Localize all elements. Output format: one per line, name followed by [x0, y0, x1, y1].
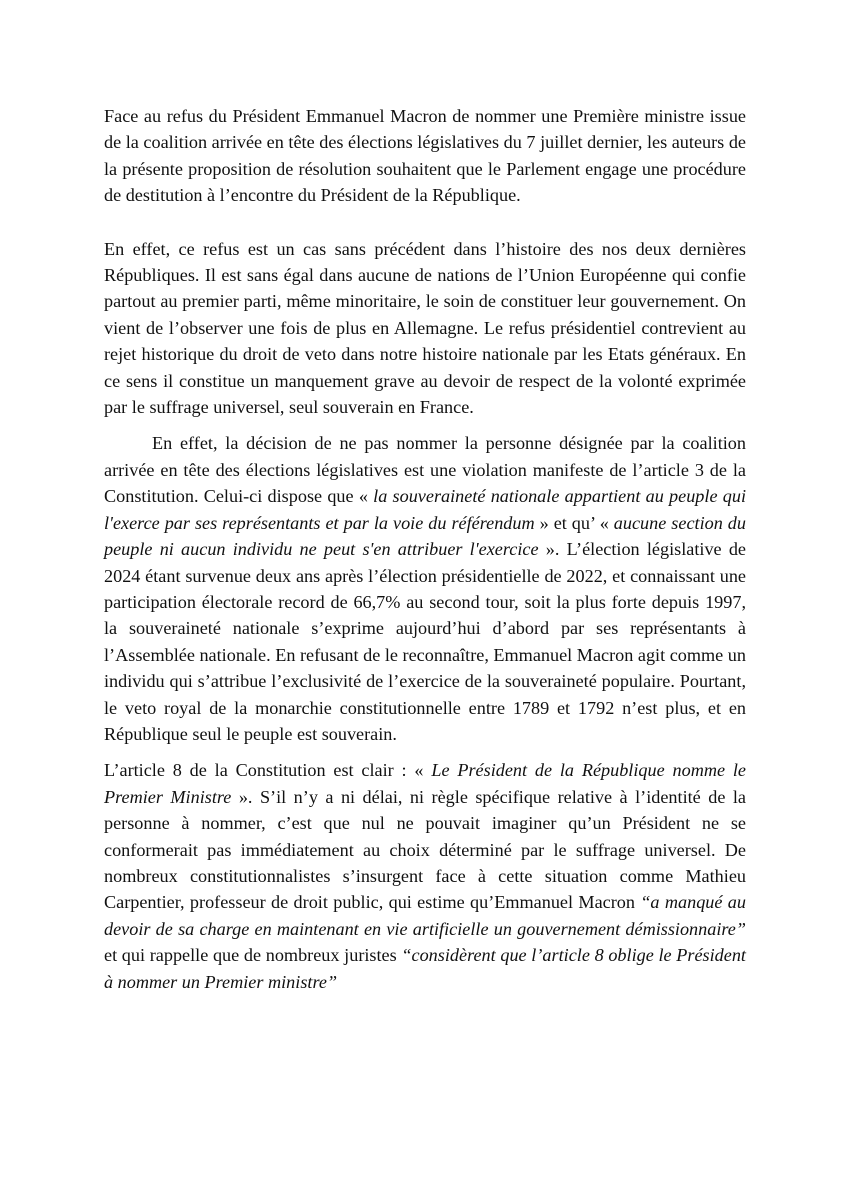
paragraph-3-segment-5: ». L’élection législative de 2024 étant survenue deux ans après l’élection présidentielle de 2022, et connaissant une participation électorale record de 66,7% au second tour, soit la plus forte depuis 1997, la souveraineté nationale s’exprime aujourd’hui d’abord par ses représentants à l’Assemblée nationale. En refusant de le reconnaître, Emmanuel Macron agit comme un individu qui s’attribue l’exclusivité de l’exercice de la souveraineté populaire. Pourtant, le veto royal de la monarchie constitutionnelle entre 1789 et 1792 n’est plus, et en République seul le peuple est souverain. [104, 539, 746, 744]
paragraph-4 [104, 757, 746, 995]
paragraph-1-segment-1: Face au refus du Président Emmanuel Macron de nommer une Première ministre issue de la coalition arrivée en tête des élections législatives du 7 juillet dernier, les auteurs de la présente proposition de résolution souhaitent que le Parlement engage une procédure de destitution à l’encontre du Président de la République. [104, 106, 746, 206]
paragraph-4-quote-1: Le Président de la République nomme le Premier Ministre [104, 760, 746, 807]
paragraph-4-quote-3: “considèrent que l’article 8 oblige le Président à nommer un Premier ministre” [104, 945, 746, 992]
paragraph-4-segment-5: et qui rappelle que de nombreux juristes [104, 945, 402, 966]
paragraph-2-segment-1: En effet, ce refus est un cas sans précédent dans l’histoire des nos deux dernières Républiques. Il est sans égal dans aucune de nations de l’Union Européenne qui confie partout au premier parti, même minoritaire, le soin de constituer leur gouvernement. On vient de l’observer une fois de plus en Allemagne. Le refus présidentiel contrevient au rejet historique du droit de veto dans notre histoire nationale par les Etats généraux. En ce sens il constitue un manquement grave au devoir de respect de la volonté exprimée par le suffrage universel, seul souverain en France. [104, 238, 746, 418]
paragraph-3 [104, 430, 746, 747]
paragraph-4-segment-3: ». S’il n’y a ni délai, ni règle spécifique relative à l’identité de la personne à nommer, c’est que nul ne pouvait imaginer qu’un Président ne se conformerait pas immédiatement au choix déterminé par le suffrage universel. De nombreux constitutionnalistes s’insurgent face à cette situation comme Mathieu Carpentier, professeur de droit public, qui estime qu’Emmanuel Macron [104, 786, 746, 913]
paragraph-3-quote-2: aucune section du peuple ni aucun individu ne peut s'en attribuer l'exercice [104, 512, 746, 560]
paragraph-2 [104, 236, 746, 421]
paragraph-1 [104, 103, 746, 209]
paragraph-3-quote-1: la souveraineté nationale appartient au peuple qui l'exerce par ses représentants et par la voie du référendum [104, 486, 746, 533]
paragraph-4-segment-1: L’article 8 de la Constitution est clair : « [104, 760, 432, 781]
paragraph-3-segment-1: En effet, la décision de ne pas nommer la personne désignée par la coalition arrivée en tête des élections législatives est une violation manifeste de l’article 3 de la Constitution. Celui-ci dispose que « [104, 433, 746, 507]
paragraph-4-quote-2: “a manqué au devoir de sa charge en maintenant en vie artificielle un gouvernement démissionnaire” [104, 892, 746, 939]
document-body [104, 103, 746, 995]
paragraph-3-segment-3: » et qu’ « [534, 512, 614, 533]
